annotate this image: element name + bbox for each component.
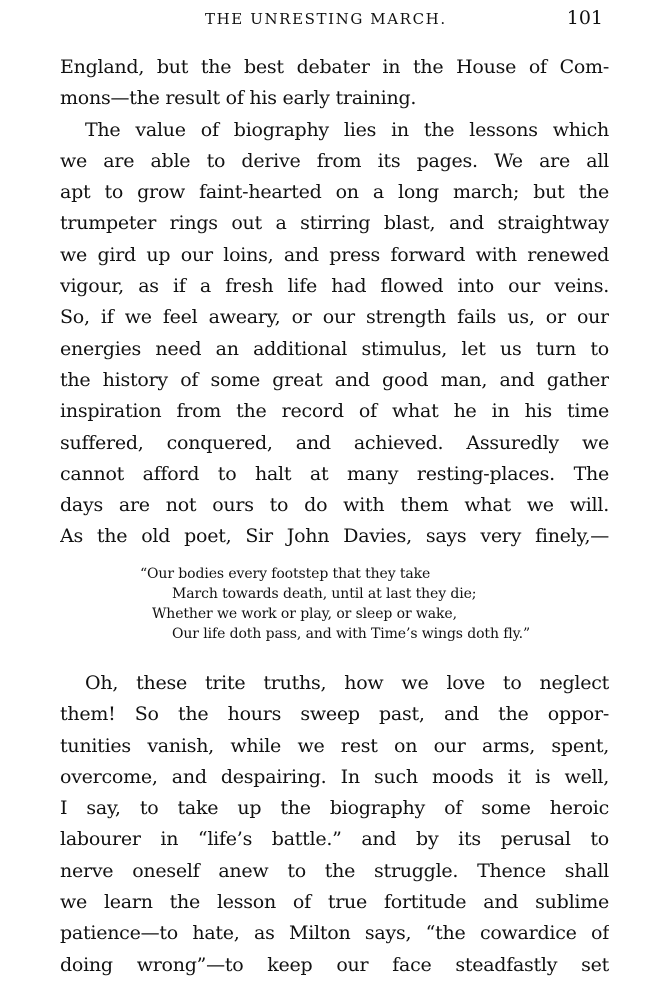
page-header — [0, 0, 663, 36]
running-head: THE UNRESTING MARCH. — [205, 10, 447, 28]
verse-line: “Our bodies every footstep that they take — [140, 566, 431, 582]
text-line: overcome, and despairing. In such moods it is well, — [60, 765, 609, 788]
text-line: So, if we feel aweary, or our strength fails us, or our — [60, 306, 609, 329]
verse-line: Whether we work or play, or sleep or wake, — [152, 606, 457, 622]
text-line: I say, to take up the biography of some heroic — [60, 797, 609, 820]
text-line: mons—the result of his early training. — [60, 87, 417, 110]
body-text-lower — [60, 668, 609, 981]
text-line: Oh, these trite truths, how we love to neglect — [85, 672, 609, 694]
text-line: days are not ours to do with them what we will. — [60, 494, 609, 517]
text-line: nerve oneself anew to the struggle. Thence shall — [60, 859, 609, 882]
text-line: trumpeter rings out a stirring blast, and straightway — [60, 212, 609, 235]
body-text-upper — [60, 52, 609, 553]
verse-line: Our life doth pass, and with Time’s wings doth fly.” — [172, 626, 531, 642]
text-line: patience—to hate, as Milton says, “the cowardice of — [60, 922, 609, 945]
text-line: we learn the lesson of true fortitude and sublime — [60, 891, 609, 914]
text-line: the history of some great and good man, and gather — [60, 368, 609, 391]
text-line: apt to grow faint-hearted on a long march; but the — [60, 181, 609, 204]
text-line: suffered, conquered, and achieved. Assuredly we — [60, 431, 609, 454]
verse-line: March towards death, until at last they die; — [172, 586, 477, 602]
text-line: cannot afford to halt at many resting-places. The — [60, 462, 609, 485]
text-line: England, but the best debater in the House of Com- — [60, 56, 609, 78]
text-line: energies need an additional stimulus, let us turn to — [60, 337, 609, 360]
text-line: tunities vanish, while we rest on our arms, spent, — [60, 734, 609, 757]
text-line: The value of biography lies in the lessons which — [85, 118, 609, 141]
text-line: doing wrong”—to keep our face steadfastly set — [60, 953, 609, 976]
text-line: vigour, as if a fresh life had flowed into our veins. — [60, 275, 609, 298]
text-line: As the old poet, Sir John Davies, says very finely,— — [60, 525, 609, 548]
text-line: inspiration from the record of what he in his time — [60, 400, 609, 423]
text-line: we are able to derive from its pages. We are all — [60, 149, 609, 172]
text-line: we gird up our loins, and press forward with renewed — [60, 243, 609, 266]
text-line: them! So the hours sweep past, and the oppor- — [60, 703, 609, 726]
page-number: 101 — [566, 7, 603, 29]
text-line: labourer in “life’s battle.” and by its perusal to — [60, 828, 609, 851]
